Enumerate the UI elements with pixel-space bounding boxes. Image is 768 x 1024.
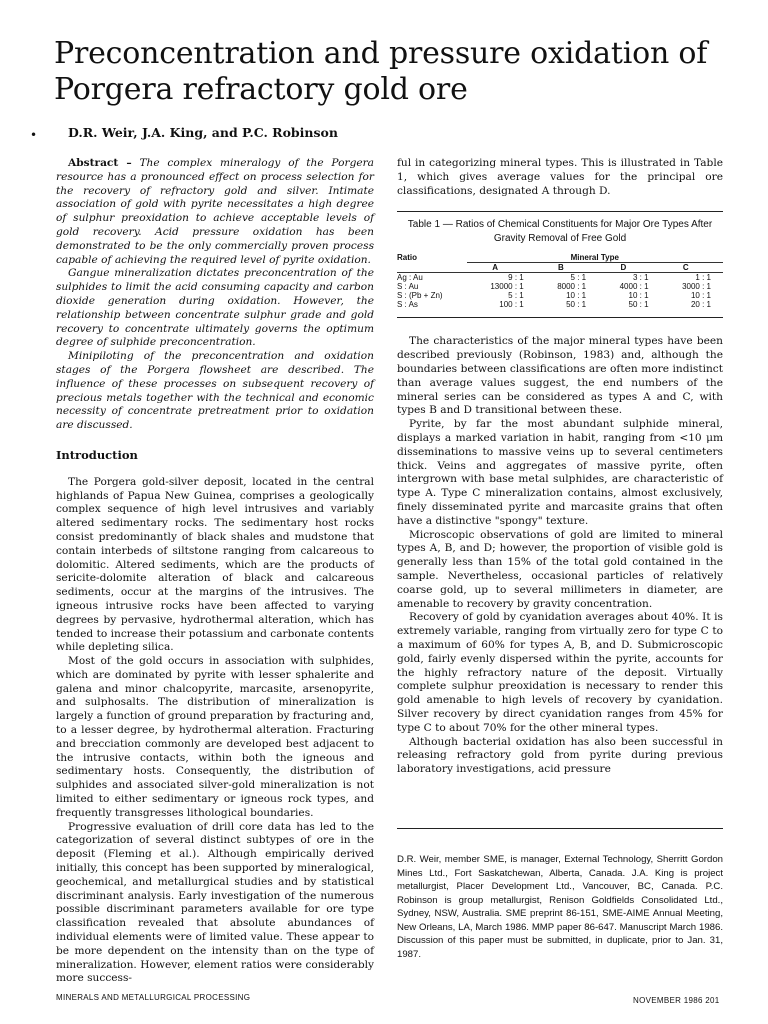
right-paragraph-4: Recovery of gold by cyanidation averages about 40%. It is extremely variable, ranging from virtually zero for type C to a maximum of 60% for types A, B, and D. Submicroscopic gold, fairly evenly dispersed within the pyrite, accounts for the highly refractory nature of the deposit. Virtually complete sulphur preoxidation is necessary to render this gold amenable to high levels of recovery by cyanidation. Silver recovery by direct cyanidation ranges from 45% for type C to about 70% for the other mineral types. [397, 611, 723, 734]
table-caption: Table 1 — Ratios of Chemical Constituents for Major Ore Types After Gravity Removal of Free Gold [407, 219, 713, 245]
table-cell: 1 : 1 [695, 273, 711, 283]
row-label: S : Au [397, 282, 419, 292]
table-cell: 4000 : 1 [619, 282, 649, 292]
right-paragraph-1: The characteristics of the major mineral types have been described previously (Robinson, 1983) and, although the boundaries between classifications are often more indistinct than average values suggest, the end numbers of the mineral series can be considered as types A and C, with types B and D transitional between these. [397, 335, 723, 417]
table-cell: 10 : 1 [628, 291, 649, 301]
introduction-heading: Introduction [56, 447, 138, 462]
left-column [56, 157, 374, 986]
intro-paragraph-3: Progressive evaluation of drill core data has led to the categorization of several distinct subtypes of ore in the deposit (Fleming et al.). Although empirically derived initially, this concept has been supported by mineralogical, geochemical, and metallurgical studies and by statistical discriminant analysis. Early investigation of the numerous possible discriminant parameters available for ore type classification revealed that absolute abundances of individual elements were of limited value. These appear to be more dependent on the intensity than on the type of mineralization. However, element ratios were considerably more success- [56, 820, 374, 985]
abstract [56, 157, 374, 433]
right-paragraph-2: Pyrite, by far the most abundant sulphide mineral, displays a marked variation in habit, ranging from <10 μm disseminations to massive veins up to several centimeters thick. Veins and aggregates of massive pyrite, often intergrown with base metal sulphides, are characteristic of type A. Type C mineralization contains, almost exclusively, finely disseminated pyrite and marcasite grains that often have a distinctive "spongy" texture. [397, 418, 723, 527]
abstract-text-1: The complex mineralogy of the Porgera resource has a pronounced effect on process selection for the recovery of refractory gold and silver. Intimate association of gold with pyrite necessitates a high degree of sulphur preoxidation to achieve acceptable levels of gold recovery. Acid pressure oxidation has been demonstrated to be the only commercially proven process capable of achieving the required level of pyrite oxidation. [56, 157, 374, 266]
row-label: S : (Pb + Zn) [397, 291, 443, 301]
column-header-a: A [492, 263, 498, 273]
abstract-paragraph-1 [56, 157, 374, 267]
intro-paragraph-2: Most of the gold occurs in association with sulphides, which are dominated by pyrite with lesser sphalerite and galena and minor chalcopyrite, marcasite, arsenopyrite, and sulphosalts. The distribution of mineralization is largely a function of ground preparation by fracturing and, to a lesser degree, by hydrothermal alteration. Fracturing and brecciation commonly are developed best adjacent to the intrusive contacts, within both the igneous and sedimentary hosts. Consequently, the distribution of sulphides and associated silver-gold mineralization is not limited to either sedimentary or igneous rock types, and frequently transgresses lithological boundaries. [56, 655, 374, 819]
author-footnote: D.R. Weir, member SME, is manager, External Technology, Sherritt Gordon Mines Ltd., Fort Saskatchewan, Alberta, Canada. J.A. King is project metallurgist, Placer Development Ltd., Vancouver, BC, Canada. P.C. Robinson is group metallurgist, Renison Goldfields Consolidated Ltd., Sydney, NSW, Australia. SME preprint 86-151, SME-AIME Annual Meeting, New Orleans, LA, March 1986. MMP paper 86-647. Manuscript March 1986. Discussion of this paper must be submitted, in duplicate, prior to Jan. 31, 1987. [397, 828, 723, 961]
intro-paragraph-1: The Porgera gold-silver deposit, located in the central highlands of Papua New Guinea, comprises a geologically complex sequence of high level intrusives and variably altered sedimentary rocks. The sedimentary host rocks consist predominantly of black shales and mudstone that contain interbeds of siltstone ranging from calcareous to dolomitic. Altered sediments, which are the products of sericite-dolomite alteration of black and calcareous sediments, occur at the margins of the intrusives. The igneous intrusive rocks have been affected to varying degrees by pervasive, hydrothermal alteration, which has tended to increase their potassium and carbonate contents while depleting silica. [56, 475, 374, 654]
table-cell: 8000 : 1 [557, 282, 587, 292]
row-label: Ag : Au [397, 273, 423, 283]
table-cell: 10 : 1 [566, 291, 587, 301]
paper-title: Preconcentration and pressure oxidation of Porgera refractory gold ore [54, 36, 708, 107]
column-header-c: C [682, 263, 689, 273]
abstract-paragraph-3: Minipiloting of the preconcentration and oxidation stages of the Porgera flowsheet are described. The influence of these processes on subsequent recovery of precious metals together with the technical and economic necessity of concentrate pretreatment prior to oxidation are discussed. [56, 350, 374, 432]
table-row [397, 273, 723, 283]
ratios-table [397, 253, 723, 309]
journal-name: MINERALS AND METALLURGICAL PROCESSING [56, 993, 251, 1002]
abstract-paragraph-2: Gangue mineralization dictates preconcentration of the sulphides to limit the acid consuming capacity and carbon dioxide generation during oxidation. However, the relationship between concentrate sulphur grade and gold recovery to concentrate ultimately governs the optimum degree of sulphide preconcentration. [56, 267, 374, 349]
ratio-header: Ratio [397, 253, 417, 263]
table-cell: 20 : 1 [690, 300, 711, 310]
authors: D.R. Weir, J.A. King, and P.C. Robinson [68, 125, 338, 140]
table-row [397, 291, 723, 300]
column-header-d: D [620, 263, 627, 273]
table-row [397, 300, 723, 309]
row-label: S : As [397, 300, 418, 310]
column-header-b: B [558, 263, 564, 273]
table-cell: 3 : 1 [632, 273, 649, 283]
table-row [397, 282, 723, 291]
table-cell: 13000 : 1 [490, 282, 524, 292]
table-cell: 9 : 1 [508, 273, 524, 283]
right-paragraph-3: Microscopic observations of gold are limited to mineral types A, B, and D; however, the proportion of visible gold is generally less than 15% of the total gold contained in the sample. Nevertheless, occasional particles of relatively coarse gold, up to several millimeters in diameter, are amenable to recovery by gravity concentration. [397, 528, 723, 610]
right-column [397, 157, 723, 777]
table-cell: 3000 : 1 [682, 282, 711, 292]
issue-page-number: NOVEMBER 1986 201 [633, 996, 720, 1005]
right-paragraph-continuation: ful in categorizing mineral types. This is illustrated in Table 1, which gives average values for the principal ore classifications, designated A through D. [397, 157, 723, 197]
table-cell: 50 : 1 [566, 300, 587, 310]
table-cell: 5 : 1 [508, 291, 524, 301]
abstract-label: Abstract – [68, 157, 132, 169]
table-cell: 5 : 1 [570, 273, 587, 283]
right-paragraph-5: Although bacterial oxidation has also been successful in releasing refractory gold from pyrite during previous laboratory investigations, acid pressure [397, 735, 723, 776]
table-cell: 50 : 1 [628, 300, 649, 310]
table-cell: 100 : 1 [499, 300, 524, 310]
table-cell: 10 : 1 [690, 291, 711, 301]
table-1 [397, 211, 723, 318]
bullet-mark: • [30, 128, 38, 142]
mineral-type-header: Mineral Type [467, 253, 723, 263]
